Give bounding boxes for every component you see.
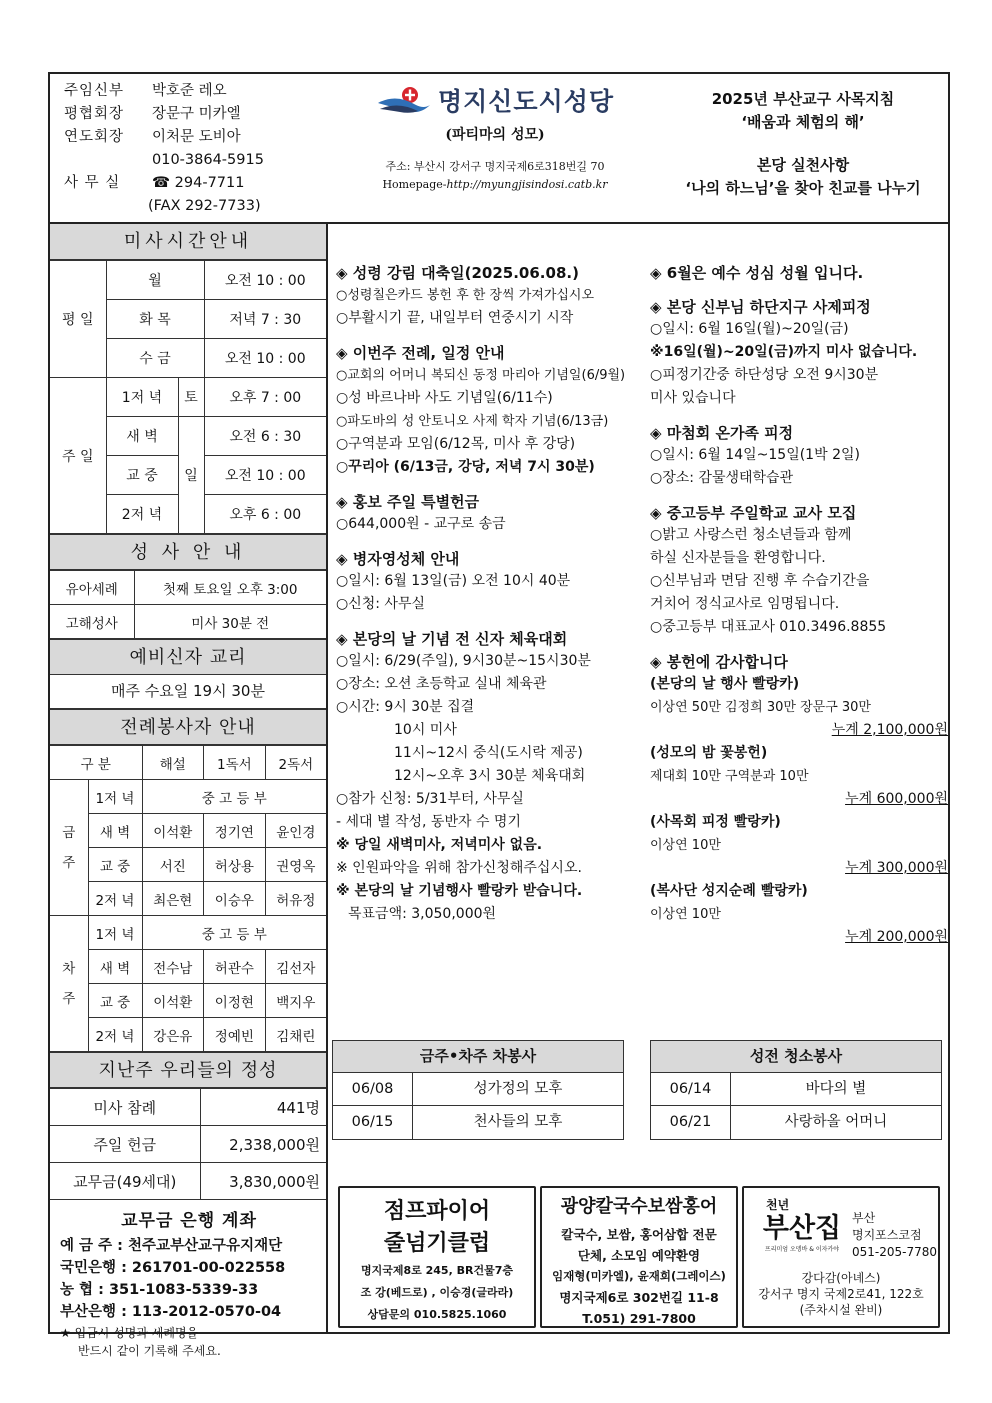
notice-line: ※16일(월)~20일(금)까지 미사 없습니다. xyxy=(650,344,918,360)
notice-line: ○꾸리아 (6/13금, 강당, 저녁 7시 30분) xyxy=(336,459,595,475)
service-date: 06/08 xyxy=(333,1073,413,1105)
notice-line: ○시간: 9시 30분 집결 xyxy=(336,699,475,715)
notice-line: (복사단 성지순례 빨랑카) xyxy=(650,883,808,899)
notice-heading: ◈ 본당 신부님 하단지구 사제피정 xyxy=(650,298,871,316)
notice-heading: ◈ 홍보 주일 특별헌금 xyxy=(336,493,480,511)
ministers-head: 1독서 xyxy=(204,746,266,780)
minister-name: 백지우 xyxy=(265,984,326,1018)
bank-line: 국민은행 : 261701-00-022558 xyxy=(60,1260,286,1276)
service-date: 06/15 xyxy=(333,1106,413,1139)
sacrament-title: 성 사 안 내 xyxy=(50,534,326,570)
notice-line: 미사 있습니다 xyxy=(650,390,736,406)
mass-day: 월 xyxy=(106,261,204,300)
notice-line: ○중고등부 대표교사 010.3496.8855 xyxy=(650,619,887,635)
service-group: 천사들의 모후 xyxy=(473,1114,563,1130)
notice-line: ○신청: 사무실 xyxy=(336,596,426,612)
table-row xyxy=(651,1073,941,1106)
car-service-table xyxy=(332,1040,624,1140)
minister-name: 전수남 xyxy=(142,950,204,984)
notice-line: ※ 인원파악을 위해 참가신청해주십시오. xyxy=(336,860,582,876)
notice-line: 이상연 10만 xyxy=(650,838,721,853)
office-label: 사 무 실 xyxy=(64,175,121,191)
ad-owner-info xyxy=(744,1270,938,1318)
notice-line: 이상연 50만 김정희 30만 장문구 30만 xyxy=(650,700,871,715)
office-phone: ☎ 294-7711 xyxy=(152,175,245,191)
catechumen-title: 예비신자 교리 xyxy=(50,639,326,675)
notice-heading: ◈ 성령 강림 대축일(2025.06.08.) xyxy=(336,264,579,282)
ad-branch xyxy=(852,1210,937,1261)
mass-time: 저녁 7 : 30 xyxy=(204,300,326,339)
mass-time: 오전 10 : 00 xyxy=(204,339,326,378)
catechumen-schedule: 매주 수요일 19시 30분 xyxy=(50,675,326,709)
offering-value: 2,338,000원 xyxy=(200,1126,326,1163)
notice-line: 제대회 10만 구역분과 10만 xyxy=(650,769,809,784)
yeondo-label: 연도회장 xyxy=(64,129,125,145)
minister-name: 강은유 xyxy=(142,1018,204,1052)
offering-title: 지난주 우리들의 정성 xyxy=(50,1052,326,1088)
notice-line: 이상연 10만 xyxy=(650,907,721,922)
yeondo-name: 이처문 도비아 xyxy=(152,129,241,145)
notice-line: 누계 2,100,000원 xyxy=(831,722,948,738)
notice-line: - 세대 별 작성, 동반자 수 명기 xyxy=(336,814,521,830)
service-group: 바다의 별 xyxy=(805,1081,867,1097)
service-group: 성가정의 모후 xyxy=(473,1081,563,1097)
notice-line: ○밝고 사랑스런 청소년들과 함께 xyxy=(650,527,852,543)
minister-group: 중 고 등 부 xyxy=(142,780,326,814)
ad-title: 점프파이어 xyxy=(383,1199,491,1224)
notice-line: ○교회의 어머니 복되신 동정 마리아 기념일(6/9월) xyxy=(336,368,626,383)
mass-day: 수 금 xyxy=(106,339,204,378)
mass-times-title: 미사시간안내 xyxy=(50,224,326,260)
notice-line: ※ 본당의 날 기념행사 빨랑카 받습니다. xyxy=(336,883,583,899)
ministers-head: 2독서 xyxy=(265,746,326,780)
bank-accounts xyxy=(50,1200,326,1359)
minister-name: 최은현 xyxy=(142,882,204,916)
next-week-label: 차 주 xyxy=(50,916,88,1052)
ministers-title: 전례봉사자 안내 xyxy=(50,709,326,745)
minister-name: 이석환 xyxy=(142,984,204,1018)
offering-label: 교무금(49세대) xyxy=(50,1163,200,1200)
announcements-right xyxy=(650,262,948,949)
notice-line: ※ 당일 새벽미사, 저녁미사 없음. xyxy=(336,837,543,853)
ad-restaurant xyxy=(540,1186,738,1328)
ad-owner: 강다감(아녜스) xyxy=(801,1271,881,1285)
logo-text: 부산집 xyxy=(762,1213,842,1244)
notice-heading: ◈ 병자영성체 안내 xyxy=(336,550,460,568)
notice-line: 10시 미사 xyxy=(394,722,457,738)
ad-address: 명지국제8로 245, BR건물7층 xyxy=(361,1264,513,1277)
homepage-label: Homepage- xyxy=(382,178,447,191)
notice-line: ○일시: 6월 16일(월)~20일(금) xyxy=(650,321,849,337)
homepage-link[interactable]: http://myungjisindosi.catb.kr xyxy=(446,178,608,191)
notice-line: (본당의 날 행사 빨랑카) xyxy=(650,676,800,692)
sacrament-value: 미사 30분 전 xyxy=(134,605,326,639)
ad-phone: 상담문의 010.5825.1060 xyxy=(367,1308,507,1321)
minister-mass: 교 중 xyxy=(88,848,142,882)
ministers-head: 구 분 xyxy=(50,746,142,780)
notice-line: ○장소: 오션 초등학교 실내 체육관 xyxy=(336,676,547,692)
notice-line: 11시~12시 중식(도시락 제공) xyxy=(394,745,583,761)
notice-line: ○참가 신청: 5/31부터, 사무실 xyxy=(336,791,524,807)
notice-heading: ◈ 중고등부 주일학교 교사 모집 xyxy=(650,504,857,522)
ad-jumpfire xyxy=(338,1186,536,1328)
pastor-label: 주임신부 xyxy=(64,83,125,99)
council-label: 평협회장 xyxy=(64,106,125,122)
minister-mass: 새 벽 xyxy=(88,814,142,848)
notice-line: ○644,000원 - 교구로 송금 xyxy=(336,516,506,532)
notice-line: (사목회 피정 빨랑카) xyxy=(650,814,781,830)
minister-name: 권영옥 xyxy=(265,848,326,882)
table-row xyxy=(333,1073,623,1106)
minister-mass: 1저 녁 xyxy=(88,916,142,950)
bulletin-header xyxy=(50,74,948,224)
bank-note: ★ 입금시 성명과 세례명을 xyxy=(60,1326,199,1340)
bulletin-frame xyxy=(48,72,950,1358)
pastoral-guideline xyxy=(660,88,946,200)
notice-line: ○일시: 6월 13일(금) 오전 10시 40분 xyxy=(336,573,571,589)
notice-line: ○구역분과 모임(6/12목, 미사 후 강당) xyxy=(336,436,576,452)
minister-name: 이석환 xyxy=(142,814,204,848)
yeondo-phone: 010-3864-5915 xyxy=(152,152,264,168)
sacrament-value: 첫째 토요일 오후 3:00 xyxy=(134,571,326,605)
left-column xyxy=(50,224,328,1358)
ad-address: 강서구 명지 국제2로41, 122호 xyxy=(758,1287,924,1301)
ministers-table xyxy=(50,745,326,1052)
ad-booking: 단체, 소모임 예약환영 xyxy=(577,1248,701,1263)
mass-name: 교 중 xyxy=(106,456,178,495)
sacrament-label: 유아세례 xyxy=(50,571,134,605)
car-service-title: 금주•차주 차봉사 xyxy=(333,1041,623,1073)
minister-mass: 2저 녁 xyxy=(88,1018,142,1052)
minister-mass: 1저 녁 xyxy=(88,780,142,814)
announcements-middle xyxy=(336,262,644,926)
mass-day: 화 목 xyxy=(106,300,204,339)
pastor-name: 박호준 레오 xyxy=(152,83,227,99)
staff-info xyxy=(64,80,304,218)
mass-time: 오전 10 : 00 xyxy=(204,261,326,300)
minister-name: 김채린 xyxy=(265,1018,326,1052)
guideline-title: 2025년 부산교구 사목지침 xyxy=(711,90,895,108)
bank-line: 예 금 주 : 천주교부산교구유지재단 xyxy=(60,1238,283,1254)
sacrament-label: 고해성사 xyxy=(50,605,134,639)
logo-text: 프리미엄 오뎅바 & 이자카야 xyxy=(764,1246,840,1253)
offering-label: 미사 참례 xyxy=(50,1089,200,1126)
bank-line: 농 협 : 351-1083-5339-33 xyxy=(60,1282,259,1298)
table-row xyxy=(333,1106,623,1139)
service-group: 사랑하올 어머니 xyxy=(784,1114,888,1130)
minister-name: 허관수 xyxy=(204,950,266,984)
notice-line: ○성령칠은카드 봉헌 후 한 장씩 가져가십시오 xyxy=(336,288,595,303)
minister-name: 이승우 xyxy=(204,882,266,916)
ad-owner: 조 강(베드로) , 이승경(글라라) xyxy=(360,1286,514,1299)
ministers-head: 해설 xyxy=(142,746,204,780)
notice-line: 누계 300,000원 xyxy=(845,860,948,876)
ad-address: 명지국제6로 302번길 11-8 xyxy=(559,1290,719,1305)
minister-mass: 2저 녁 xyxy=(88,882,142,916)
church-homepage xyxy=(330,178,660,191)
ad-menu: 칼국수, 보쌈, 홍어삼합 전문 xyxy=(561,1227,717,1242)
church-identity xyxy=(330,82,660,191)
mass-day: 일 xyxy=(178,417,204,534)
notice-heading: ◈ 본당의 날 기념 전 신자 체육대회 xyxy=(336,630,568,648)
notice-line: 하실 신자분들을 환영합니다. xyxy=(650,550,826,566)
logo-text: 천년 xyxy=(766,1198,790,1212)
ad-phone: 051-205-7780 xyxy=(852,1245,938,1259)
ad-owner: 임재형(미카엘), 윤재희(그레이스) xyxy=(552,1269,726,1283)
service-date: 06/14 xyxy=(651,1073,731,1105)
service-date: 06/21 xyxy=(651,1106,731,1139)
minister-name: 김선자 xyxy=(265,950,326,984)
council-name: 장문구 미카엘 xyxy=(152,106,241,122)
notice-line: ○신부님과 면담 진행 후 수습기간을 xyxy=(650,573,870,589)
notice-heading: ◈ 봉헌에 감사합니다 xyxy=(650,653,788,671)
clean-service-table xyxy=(650,1040,942,1140)
mass-name: 2저 녁 xyxy=(106,495,178,534)
notice-line: ○피정기간중 하단성당 오전 9시30분 xyxy=(650,367,879,383)
minister-name: 정예빈 xyxy=(204,1018,266,1052)
notice-line: 누계 600,000원 xyxy=(845,791,948,807)
minister-group: 중 고 등 부 xyxy=(142,916,326,950)
minister-name: 허유정 xyxy=(265,882,326,916)
notice-line: ○일시: 6/29(주일), 9시30분~15시30분 xyxy=(336,653,591,669)
notice-heading: ◈ 이번주 전례, 일정 안내 xyxy=(336,344,505,362)
ad-busanjip xyxy=(742,1186,940,1328)
church-logo-icon xyxy=(376,85,432,115)
notice-line: ○일시: 6월 14일~15일(1박 2일) xyxy=(650,447,860,463)
ad-title: 줄넘기클럽 xyxy=(383,1231,491,1256)
bank-title: 교무금 은행 계좌 xyxy=(121,1211,257,1231)
notice-line: ○성 바르나바 사도 기념일(6/11수) xyxy=(336,390,553,406)
notice-line: 누계 200,000원 xyxy=(845,929,948,945)
notice-line: 거치어 정식교사로 임명됩니다. xyxy=(650,596,840,612)
notice-line: 12시~오후 3시 30분 체육대회 xyxy=(394,768,586,784)
mass-name: 1저 녁 xyxy=(106,378,178,417)
mass-name: 새 벽 xyxy=(106,417,178,456)
bank-line: 부산은행 : 113-2012-0570-04 xyxy=(60,1304,282,1320)
minister-name: 허상용 xyxy=(204,848,266,882)
notice-heading: ◈ 6월은 예수 성심 성월 입니다. xyxy=(650,264,864,282)
guideline-theme: ‘배움과 체험의 해’ xyxy=(741,113,865,131)
offering-label: 주일 헌금 xyxy=(50,1126,200,1163)
mass-time: 오전 10 : 00 xyxy=(204,456,326,495)
ad-phone: T.051) 291-7800 xyxy=(582,1311,696,1326)
mass-time: 오후 7 : 00 xyxy=(204,378,326,417)
busanjip-logo xyxy=(752,1196,852,1262)
ad-city: 부산 xyxy=(852,1211,876,1225)
minister-mass: 새 벽 xyxy=(88,950,142,984)
ad-branch-name: 명지포스코점 xyxy=(852,1228,922,1242)
office-fax: (FAX 292-7733) xyxy=(148,198,261,214)
notice-line: ○파도바의 성 안토니오 사제 학자 기념(6/13금) xyxy=(336,414,609,429)
minister-name: 정기연 xyxy=(204,814,266,848)
church-address: 주소: 부산시 강서구 명지국제6로318번길 70 xyxy=(385,160,605,173)
bank-note: 반드시 같이 기록해 주세요. xyxy=(78,1344,221,1358)
offering-value: 3,830,000원 xyxy=(200,1163,326,1200)
church-patron: (파티마의 성모) xyxy=(445,127,545,143)
offering-value: 441명 xyxy=(200,1089,326,1126)
clean-service-title: 성전 청소봉사 xyxy=(651,1041,941,1073)
minister-name: 서진 xyxy=(142,848,204,882)
practice-title: 본당 실천사항 xyxy=(756,156,850,174)
notice-line: 목표금액: 3,050,000원 xyxy=(348,906,497,922)
minister-name: 이정현 xyxy=(204,984,266,1018)
offering-table xyxy=(50,1088,326,1200)
notice-line: (성모의 밤 꽃봉헌) xyxy=(650,745,768,761)
mass-time: 오전 6 : 30 xyxy=(204,417,326,456)
notice-line: ○부활시기 끝, 내일부터 연중시기 시작 xyxy=(336,310,574,326)
notice-line: ○장소: 감물생태학습관 xyxy=(650,470,794,486)
ad-parking: (주차시설 완비) xyxy=(799,1303,883,1317)
mass-time: 오후 6 : 00 xyxy=(204,495,326,534)
minister-name: 윤인경 xyxy=(265,814,326,848)
notice-heading: ◈ 마첨회 온가족 피정 xyxy=(650,424,794,442)
practice-theme: ‘나의 하느님’을 찾아 친교를 나누기 xyxy=(685,179,921,197)
mass-times-table xyxy=(50,260,326,534)
table-row xyxy=(651,1106,941,1139)
sacrament-table xyxy=(50,570,326,639)
mass-day: 토 xyxy=(178,378,204,417)
ad-title: 광양칼국수보쌈홍어 xyxy=(560,1196,718,1217)
weekday-label: 평 일 xyxy=(50,261,106,378)
this-week-label: 금 주 xyxy=(50,780,88,916)
church-name: 명지신도시성당 xyxy=(437,87,615,116)
sunday-label: 주 일 xyxy=(50,378,106,534)
minister-mass: 교 중 xyxy=(88,984,142,1018)
